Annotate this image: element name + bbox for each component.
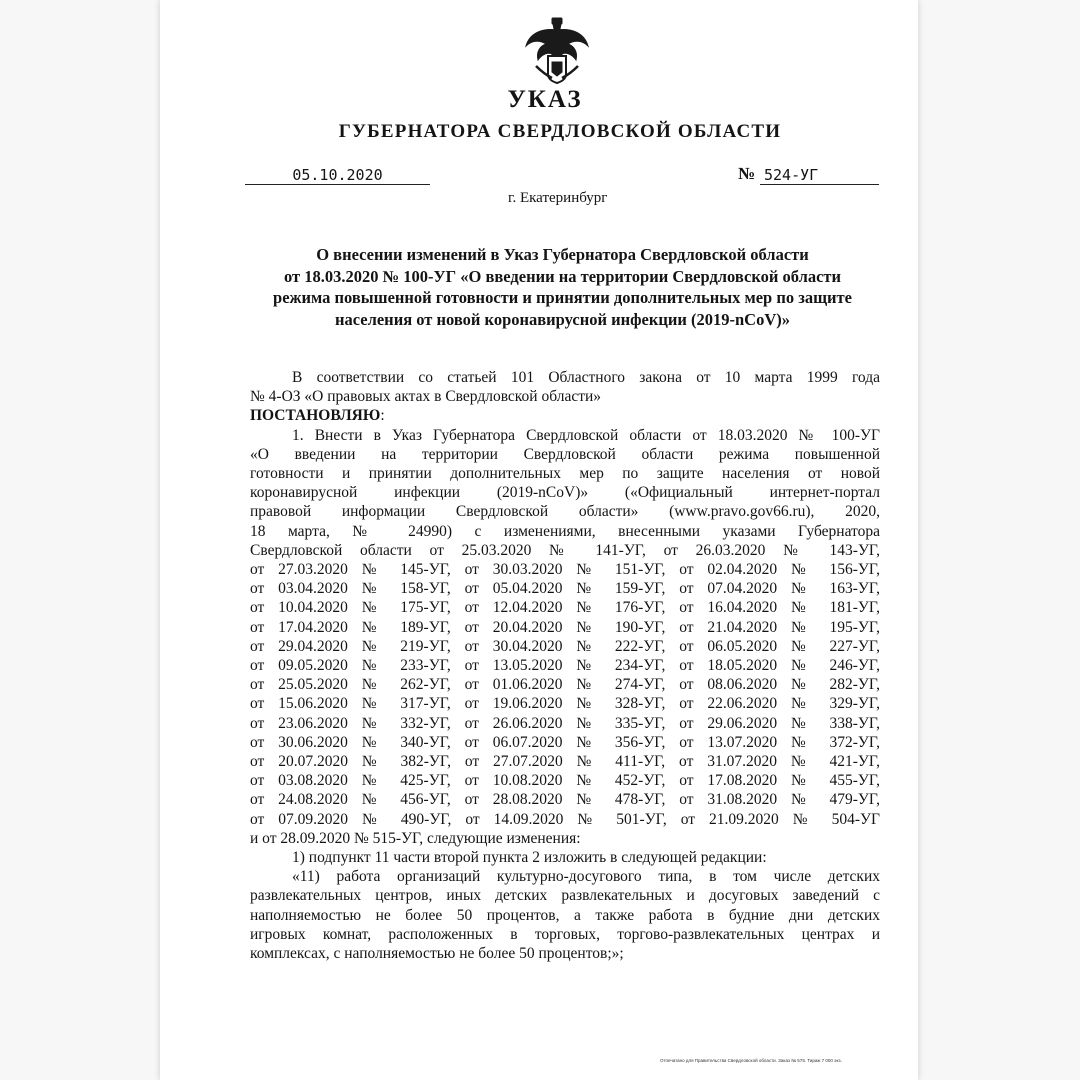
- heading-line: О внесении изменений в Указ Губернатора Свердловской области: [316, 245, 809, 264]
- decree-word: ПОСТАНОВЛЯЮ: [250, 407, 381, 425]
- item1-line: от 07.09.2020 № 490-УГ, от 14.09.2020 № 501-УГ, от 21.09.2020 № 504-УГ: [250, 810, 880, 828]
- item1-line: коронавирусной инфекции (2019-nCoV)» («Официальный интернет-портал: [250, 484, 880, 502]
- heading-line: от 18.03.2020 № 100-УГ «О введении на территории Свердловской области: [283, 266, 842, 286]
- quote-line: наполняемостью не более 50 процентов, а также работа в будние дни детских: [250, 906, 880, 924]
- item1-line: и от 28.09.2020 № 515-УГ, следующие изменения:: [250, 829, 581, 847]
- city-label: г. Екатеринбург: [508, 190, 608, 206]
- decree-heading: [245, 244, 880, 330]
- item1-line: от 15.06.2020 № 317-УГ, от 19.06.2020 № 328-УГ, от 22.06.2020 № 329-УГ,: [250, 695, 880, 713]
- item1-line: от 29.04.2020 № 219-УГ, от 30.04.2020 № 222-УГ, от 06.05.2020 № 227-УГ,: [250, 637, 880, 655]
- quote-line: «11) работа организаций культурно-досугового типа, в том числе детских: [292, 868, 880, 886]
- item1-line: от 10.04.2020 № 175-УГ, от 12.04.2020 № 176-УГ, от 16.04.2020 № 181-УГ,: [250, 599, 880, 617]
- intro-line: № 4-ОЗ «О правовых актах в Свердловской области»: [250, 388, 602, 406]
- item1-line: от 20.07.2020 № 382-УГ, от 27.07.2020 № 411-УГ, от 31.07.2020 № 421-УГ,: [250, 753, 880, 771]
- document-title: УКАЗ: [507, 86, 583, 113]
- coat-of-arms-emblem: [522, 16, 592, 84]
- item1-line: от 03.04.2020 № 158-УГ, от 05.04.2020 № 159-УГ, от 07.04.2020 № 163-УГ,: [250, 580, 880, 598]
- item1-line: правовой информации Свердловской области» (www.pravo.gov66.ru), 2020,: [250, 503, 880, 521]
- item1-line: 1. Внести в Указ Губернатора Свердловской области от 18.03.2020 № 100-УГ: [292, 426, 880, 444]
- heading-line: населения от новой коронавирусной инфекции (2019-nCoV)»: [335, 309, 790, 329]
- item1-line: «О введении на территории Свердловской области режима повышенной: [250, 445, 880, 463]
- decree-body: [250, 368, 880, 963]
- item1-line: от 30.06.2020 № 340-УГ, от 06.07.2020 № 356-УГ, от 13.07.2020 № 372-УГ,: [250, 733, 880, 751]
- quote-line: развлекательных центров, иных детских развлекательных и досуговых заведений с: [250, 887, 880, 905]
- intro-line: В соответствии со статьей 101 Областного закона от 10 марта 1999 года: [292, 369, 880, 386]
- quote-line: комплексах, с наполняемостью не более 50 процентов;»;: [250, 945, 624, 963]
- decree-word-line: [250, 406, 880, 425]
- item1-line: готовности и принятии дополнительных мер по защите населения от новой: [250, 465, 880, 483]
- heading-line: режима повышенной готовности и принятии дополнительных мер по защите: [273, 288, 852, 307]
- item1-line: 18 марта, № 24990) с изменениями, внесенными указами Губернатора: [250, 522, 880, 540]
- item1-line: от 17.04.2020 № 189-УГ, от 20.04.2020 № 190-УГ, от 21.04.2020 № 195-УГ,: [250, 618, 880, 636]
- document-subtitle: ГУБЕРНАТОРА СВЕРДЛОВСКОЙ ОБЛАСТИ: [338, 121, 782, 142]
- item1-line: Свердловской области от 25.03.2020 № 141-УГ, от 26.03.2020 № 143-УГ,: [250, 541, 880, 559]
- quote-line: игровых комнат, расположенных в торговых, торгово-развлекательных центрах и: [250, 925, 880, 943]
- item1-line: от 03.08.2020 № 425-УГ, от 10.08.2020 № 452-УГ, от 17.08.2020 № 455-УГ,: [250, 772, 880, 790]
- item1-line: от 27.03.2020 № 145-УГ, от 30.03.2020 № 151-УГ, от 02.04.2020 № 156-УГ,: [250, 561, 880, 579]
- item1-line: от 25.05.2020 № 262-УГ, от 01.06.2020 № 274-УГ, от 08.06.2020 № 282-УГ,: [250, 676, 880, 694]
- number-sign: №: [738, 164, 756, 183]
- decree-date: 05.10.2020: [245, 166, 430, 185]
- decree-colon: :: [380, 407, 385, 425]
- print-footer: Отпечатано для Правительства Свердловской области. Заказ № 575. Тираж 7 000 экз.: [660, 1058, 842, 1063]
- subitem1-intro: 1) подпункт 11 части второй пункта 2 изложить в следующей редакции:: [292, 849, 767, 867]
- item1-line: от 23.06.2020 № 332-УГ, от 26.06.2020 № 335-УГ, от 29.06.2020 № 338-УГ,: [250, 714, 880, 732]
- decree-number: 524-УГ: [760, 166, 879, 185]
- item1-line: от 24.08.2020 № 456-УГ, от 28.08.2020 № 478-УГ, от 31.08.2020 № 479-УГ,: [250, 791, 880, 809]
- item1-line: от 09.05.2020 № 233-УГ, от 13.05.2020 № 234-УГ, от 18.05.2020 № 246-УГ,: [250, 657, 880, 675]
